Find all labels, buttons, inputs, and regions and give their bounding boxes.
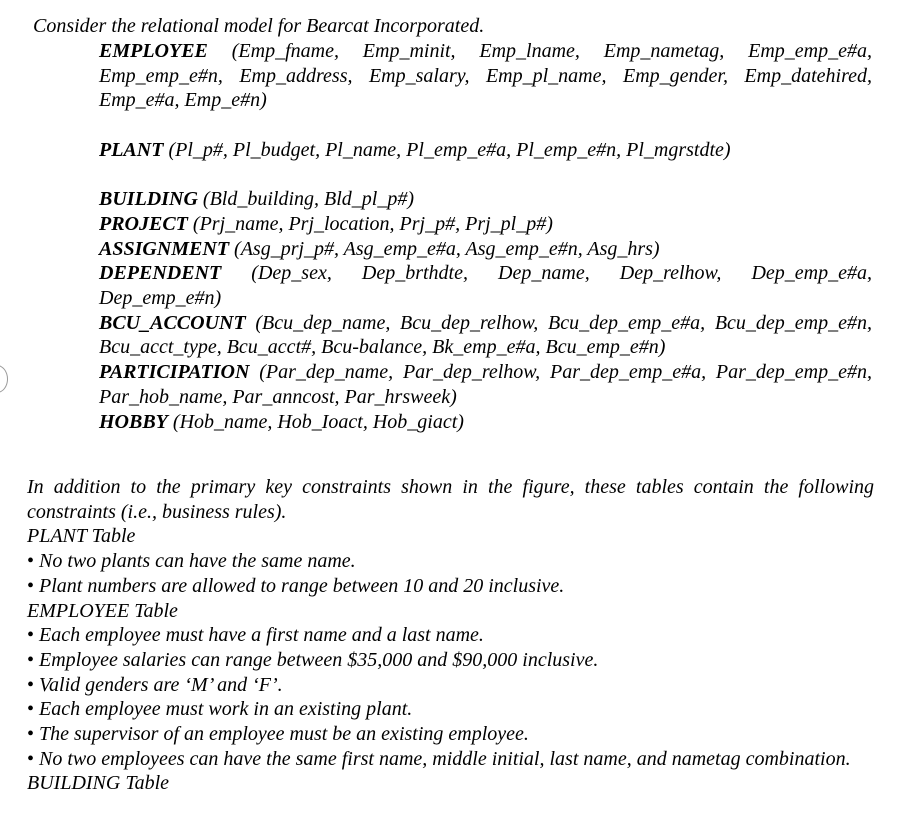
page-edge-mark — [0, 365, 8, 393]
section-building-table: BUILDING Table — [27, 772, 170, 795]
relation-employee — [99, 39, 872, 113]
relational-schema — [99, 39, 872, 434]
relation-attributes: (Hob_name, Hob_Ioact, Hob_giact) — [167, 410, 464, 433]
relation-name: DEPENDENT — [99, 262, 222, 285]
rule-text: Valid genders are ‘M’ and ‘F’. — [39, 673, 283, 696]
relation-dependent — [99, 261, 872, 310]
bullet-icon: • — [27, 624, 35, 647]
intro-sentence: Consider the relational model for Bearcat Incorporated. — [33, 15, 485, 37]
section-plant-table: PLANT Table — [27, 525, 136, 548]
relation-name: BCU_ACCOUNT — [99, 311, 246, 334]
bullet-icon: • — [27, 723, 35, 746]
relation-attributes: (Prj_name, Prj_location, Prj_p#, Prj_pl_p#) — [187, 212, 553, 235]
rule-text: Each employee must work in an existing plant. — [39, 698, 413, 721]
rule-item — [27, 747, 874, 772]
relation-name: PARTICIPATION — [99, 361, 250, 384]
relation-participation — [99, 360, 872, 409]
relation-attributes: (Pl_p#, Pl_budget, Pl_name, Pl_emp_e#a, Pl_emp_e#n, Pl_mgrstdte) — [163, 138, 731, 161]
rule-text: The supervisor of an employee must be an existing employee. — [39, 723, 529, 746]
relation-name: BUILDING — [99, 188, 198, 211]
relation-name: HOBBY — [99, 410, 168, 433]
rule-text: Plant numbers are allowed to range between 10 and 20 inclusive. — [39, 574, 565, 597]
relation-attributes: (Bld_building, Bld_pl_p#) — [197, 188, 414, 211]
relation-hobby — [99, 410, 872, 435]
rule-item — [27, 722, 874, 747]
rule-item — [27, 574, 874, 599]
rule-text: Employee salaries can range between $35,000 and $90,000 inclusive. — [39, 648, 599, 671]
relation-plant — [99, 138, 872, 163]
bullet-icon: • — [27, 648, 35, 671]
rule-text: No two plants can have the same name. — [39, 550, 356, 573]
rule-item — [27, 697, 874, 722]
rule-item — [27, 549, 874, 574]
relation-attributes: (Dep_sex, Dep_brthdte, Dep_name, Dep_relhow, Dep_emp_e#a, Dep_emp_e#n) — [99, 262, 872, 309]
rule-item — [27, 623, 874, 648]
relation-name: PLANT — [99, 138, 164, 161]
relation-building — [99, 187, 872, 212]
relation-project — [99, 212, 872, 237]
rule-text: Each employee must have a first name and a last name. — [39, 624, 484, 647]
rule-item — [27, 673, 874, 698]
relation-attributes: (Bcu_dep_name, Bcu_dep_relhow, Bcu_dep_emp_e#a, Bcu_dep_emp_e#n, Bcu_acct_type, Bcu_acct#, Bcu-balance, Bk_emp_e#a, Bcu_emp_e#n) — [99, 311, 872, 359]
bullet-icon: • — [27, 747, 35, 770]
rule-text: No two employees can have the same first name, middle initial, last name, and nametag combination. — [39, 747, 851, 770]
relation-assignment — [99, 237, 872, 262]
relation-name: PROJECT — [99, 212, 188, 235]
bullet-icon: • — [27, 698, 35, 721]
constraints-intro: In addition to the primary key constraints shown in the figure, these tables contain the following constraints (i.e., business rules). — [27, 476, 874, 523]
bullet-icon: • — [27, 574, 35, 597]
rule-item — [27, 648, 874, 673]
relation-name: EMPLOYEE — [99, 40, 208, 62]
relation-name: ASSIGNMENT — [99, 237, 230, 260]
section-employee-table: EMPLOYEE Table — [27, 599, 178, 622]
bullet-icon: • — [27, 673, 35, 696]
relation-attributes: (Par_dep_name, Par_dep_relhow, Par_dep_emp_e#a, Par_dep_emp_e#n, Par_hob_name, Par_anncost, Par_hrsweek) — [99, 361, 872, 408]
relation-bcu-account — [99, 311, 872, 360]
relation-attributes: (Asg_prj_p#, Asg_emp_e#a, Asg_emp_e#n, Asg_hrs) — [229, 237, 660, 260]
bullet-icon: • — [27, 550, 35, 573]
relation-attributes: (Emp_fname, Emp_minit, Emp_lname, Emp_nametag, Emp_emp_e#a, Emp_emp_e#n, Emp_address, Emp_salary, Emp_pl_name, Emp_gender, Emp_datehired, Emp_e#a, Emp_e#n) — [99, 40, 872, 112]
business-rules — [27, 475, 874, 796]
